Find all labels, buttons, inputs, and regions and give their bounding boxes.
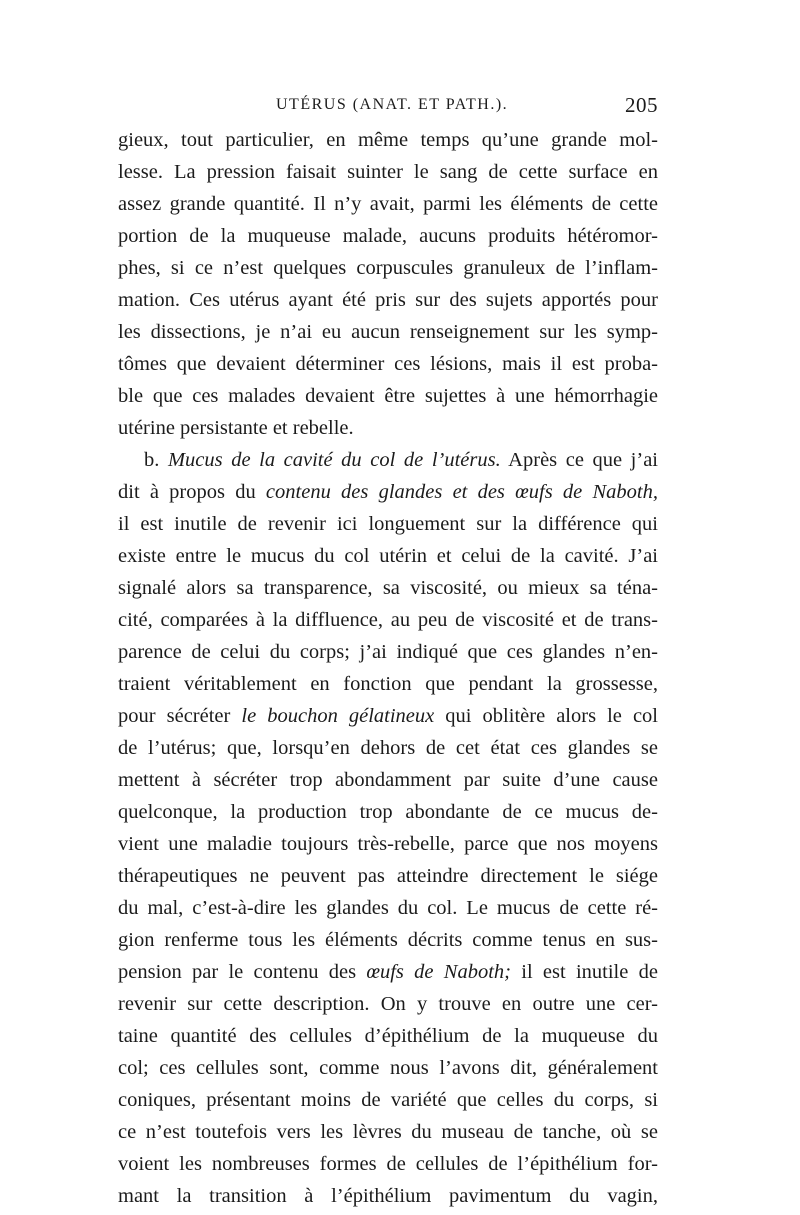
text-line (118, 700, 658, 732)
italic-text: Mucus de la cavité du col de l’utérus. (167, 449, 501, 471)
text-segment: pension par le contenu des (118, 961, 367, 983)
italic-text: contenu des glandes et des œufs de Naboth, (265, 481, 658, 503)
text-line (118, 252, 658, 284)
text-line (118, 412, 658, 444)
text-segment: revenir sur cette description. On y trouve en outre une cer- (118, 993, 658, 1015)
text-segment: gieux, tout particulier, en même temps qu’une grande mol- (118, 129, 658, 151)
text-segment: col; ces cellules sont, comme nous l’avons dit, généralement (118, 1057, 658, 1079)
text-segment: ble que ces malades devaient être sujettes à une hémorrhagie (118, 385, 658, 407)
text-segment: thérapeutiques ne peuvent pas atteindre directement le siége (118, 865, 658, 887)
text-segment: utérine persistante et rebelle. (118, 417, 354, 439)
text-segment: quelconque, la production trop abondante de ce mucus de- (118, 801, 658, 823)
text-line (118, 924, 658, 956)
text-line (118, 540, 658, 572)
text-segment: cité, comparées à la diffluence, au peu de viscosité et de trans- (118, 609, 658, 631)
text-segment: phes, si ce n’est quelques corpuscules granuleux de l’inflam- (118, 257, 658, 279)
text-line (118, 508, 658, 540)
text-segment: mation. Ces utérus ayant été pris sur des sujets apportés pour (118, 289, 658, 311)
text-segment: lesse. La pression faisait suinter le sang de cette surface en (118, 161, 658, 183)
text-segment: voient les nombreuses formes de cellules de l’épithélium for- (118, 1153, 658, 1175)
text-segment: de l’utérus; que, lorsqu’en dehors de cet état ces glandes se (118, 737, 658, 759)
text-segment: b. (144, 449, 168, 471)
text-line (118, 1084, 658, 1116)
text-line (118, 220, 658, 252)
text-segment: Après ce que j’ai (500, 449, 659, 471)
text-line (118, 348, 658, 380)
text-segment: coniques, présentant moins de variété que celles du corps, si (118, 1089, 658, 1111)
page-number: 205 (625, 93, 658, 117)
text-segment: gion renferme tous les éléments décrits comme tenus en sus- (118, 929, 658, 951)
page-header (118, 93, 658, 122)
text-line (118, 764, 658, 796)
italic-text: œufs de Naboth; (366, 961, 511, 983)
text-line (118, 892, 658, 924)
text-line (118, 1052, 658, 1084)
text-segment: qui oblitère alors le col (434, 705, 658, 727)
text-segment: pour sécréter (118, 705, 242, 727)
text-segment: taine quantité des cellules d’épithélium de la muqueuse du (118, 1025, 658, 1047)
text-line (118, 1116, 658, 1148)
text-segment: parence de celui du corps; j’ai indiqué que ces glandes n’en- (118, 641, 658, 663)
text-line (118, 988, 658, 1020)
text-line (118, 636, 658, 668)
text-line (118, 604, 658, 636)
text-segment: assez grande quantité. Il n’y avait, parmi les éléments de cette (118, 193, 658, 215)
text-segment: mettent à sécréter trop abondamment par suite d’une cause (118, 769, 658, 791)
text-line (118, 1148, 658, 1180)
text-segment: portion de la muqueuse malade, aucuns produits hétéromor- (118, 225, 658, 247)
text-segment: traient véritablement en fonction que pendant la grossesse, (118, 673, 658, 695)
text-line (118, 476, 658, 508)
text-line (118, 732, 658, 764)
text-line (118, 124, 658, 156)
italic-text: le bouchon gélatineux (241, 705, 435, 727)
text-line (118, 956, 658, 988)
text-line (118, 380, 658, 412)
text-segment: existe entre le mucus du col utérin et celui de la cavité. J’ai (118, 545, 658, 567)
text-segment: il est inutile de revenir ici longuement sur la différence qui (118, 513, 658, 535)
text-line (118, 1020, 658, 1052)
text-line (118, 796, 658, 828)
text-line (118, 572, 658, 604)
text-line (118, 284, 658, 316)
text-segment: signalé alors sa transparence, sa viscosité, ou mieux sa téna- (118, 577, 658, 599)
text-line (118, 444, 658, 476)
text-segment: vient une maladie toujours très-rebelle, parce que nos moyens (118, 833, 658, 855)
body-text (118, 124, 658, 1212)
text-segment: dit à propos du (118, 481, 266, 503)
text-line (118, 188, 658, 220)
text-line (118, 668, 658, 700)
text-line (118, 316, 658, 348)
text-segment: ce n’est toutefois vers les lèvres du museau de tanche, où se (118, 1121, 658, 1143)
text-segment: tômes que devaient déterminer ces lésions, mais il est proba- (118, 353, 658, 375)
text-line (118, 156, 658, 188)
text-line (118, 828, 658, 860)
running-head: UTÉRUS (ANAT. ET PATH.). (276, 96, 509, 113)
text-segment: il est inutile de (511, 961, 658, 983)
text-line (118, 860, 658, 892)
text-segment: du mal, c’est-à-dire les glandes du col. Le mucus de cette ré- (118, 897, 658, 919)
text-segment: mant la transition à l’épithélium pavimentum du vagin, (118, 1185, 658, 1207)
text-line (118, 1180, 658, 1212)
text-segment: les dissections, je n’ai eu aucun renseignement sur les symp- (118, 321, 658, 343)
